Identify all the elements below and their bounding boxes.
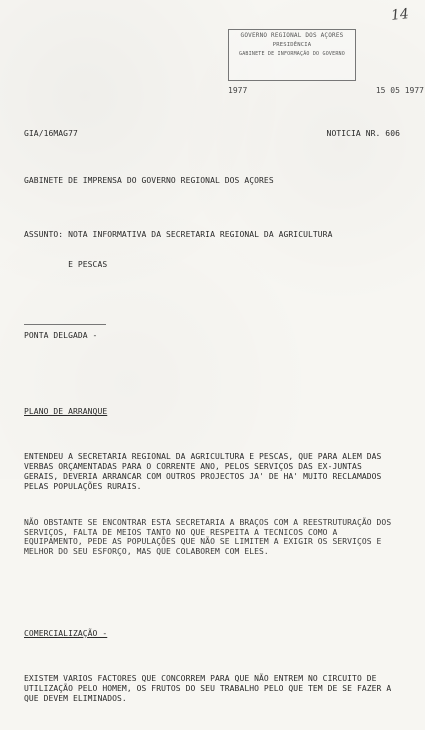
news-number: NOTICIA NR. 606 <box>326 128 400 138</box>
document-title-line-1: GABINETE DE IMPRENSA DO GOVERNO REGIONAL DOS AÇORES <box>24 176 274 186</box>
location-line: PONTA DELGADA - <box>24 331 98 341</box>
document-title-line-3: E PESCAS <box>24 259 108 269</box>
section-heading-commercialization: COMERCIALIZAÇÃO - <box>24 628 108 638</box>
section-heading-plan: PLANO DE ARRANQUE <box>24 406 108 416</box>
stamp-reference-right: 15 05 1977 <box>375 86 424 95</box>
stamp-line-presidency: PRESIDÊNCIA <box>272 42 312 49</box>
document-code: GIA/16MAG77 <box>24 128 78 138</box>
government-stamp <box>228 29 356 81</box>
paragraph-3: EXISTEM VARIOS FACTORES QUE CONCORREM PARA QUE NÃO ENTREM NO CIRCUITO DE UTILIZAÇÃO PELO HOMEM, OS FRUTOS DO SEU TRABALHO PELO QUE TEM DE SE FAZER A QUE DEVEM ELIMINADOS. <box>24 674 397 704</box>
stamp-reference-left-group <box>228 86 247 95</box>
document-header-row <box>24 129 400 139</box>
page-number: 14 <box>390 6 410 24</box>
section-divider <box>24 324 106 325</box>
paragraph-1: ENTENDEU A SECRETARIA REGIONAL DA AGRICULTURA E PESCAS, QUE PARA ALEM DAS VERBAS ORÇAMENTADAS PARA O CORRENTE ANO, PELOS SERVIÇOS DAS EX-JUNTAS GERAIS, DEVERIA ARRANCAR COM OUTROS PROJECTOS JA' DE HA' MUITO RECLAMADOS PELAS POPULAÇÕES RURAIS. <box>24 452 387 491</box>
stamp-reference-left: 1977 <box>228 86 248 95</box>
document-title-line-2: ASSUNTO: NOTA INFORMATIVA DA SECRETARIA REGIONAL DA AGRICULTURA <box>24 229 333 239</box>
document-body <box>24 109 400 730</box>
stamp-line-government: GOVERNO REGIONAL DOS AÇORES <box>240 32 344 39</box>
stamp-reference <box>228 86 424 95</box>
paragraph-2: NÃO OBSTANTE SE ENCONTRAR ESTA SECRETARIA A BRAÇOS COM A REESTRUTURAÇÃO DOS SERVIÇOS, FALTA DE MEIOS TANTO NO QUE RESPEITA A TECNICOS COMO A EQUIPAMENTO, PEDE AS POPULAÇÕES QUE NÃO SE LIMITEM A EXIGIR OS SERVIÇOS E MELHOR DO SEU ESFORÇO, MAS QUE COLABOREM COM ELES. <box>24 517 397 557</box>
stamp-line-office: GABINETE DE INFORMAÇÃO DO GOVERNO <box>239 50 345 57</box>
